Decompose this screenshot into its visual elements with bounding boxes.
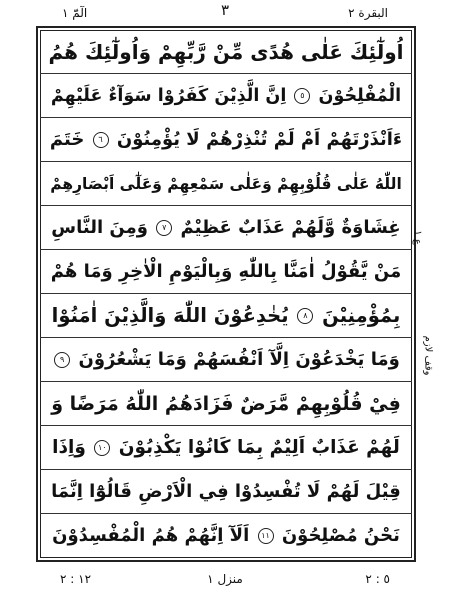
verse-line-text xyxy=(52,304,401,328)
footer-ayah-range-end: ٥ : ٢ xyxy=(365,572,390,586)
verse-text: يُخٰدِعُوْنَ اللّٰهَ وَالَّذِيْنَ اٰمَنُوْا xyxy=(51,303,289,327)
verse-text: اللّٰهُ عَلٰى قُلُوْبِهِمْ وَعَلٰى سَمْعِهِمْ وَعَلٰٓى اَبْصَارِهِمْ xyxy=(50,174,402,193)
verse-line-text xyxy=(50,172,402,196)
verse-text: بِمُؤْمِنِيْنَ xyxy=(322,303,401,327)
ayah-number-marker: ٥ xyxy=(294,88,310,104)
ayah-number-marker: ١٠ xyxy=(94,440,110,456)
verse-text: اُولٰٓئِكَ عَلٰى هُدًى مِّنْ رَّبِّهِمْ وَاُولٰٓئِكَ هُمُ xyxy=(48,39,404,64)
verse-line-text xyxy=(51,480,401,504)
verse-text: وَمِنَ النَّاسِ xyxy=(51,216,148,238)
verse-text: الْمُفْلِحُوْنَ xyxy=(318,85,402,106)
verse-line xyxy=(40,514,412,558)
verse-lines xyxy=(40,30,412,558)
verse-line-text xyxy=(51,260,402,284)
verse-line-text xyxy=(50,128,402,152)
footer-ayah-range-start: ١٢ : ٢ xyxy=(60,572,92,586)
verse-line xyxy=(40,74,412,118)
ruku-marker: ع ١ xyxy=(411,230,423,245)
juz-label: الٓمّٓ ١ xyxy=(62,6,88,20)
ayah-number-marker: ٩ xyxy=(54,352,70,368)
ayah-number-marker: ٧ xyxy=(156,220,172,236)
verse-line xyxy=(40,30,412,74)
manzil-label: منزل ١ xyxy=(207,572,243,586)
ayah-number-marker: ٦ xyxy=(93,132,109,148)
verse-text: غِشَاوَةٌ وَّلَهُمْ عَذَابٌ عَظِيْمٌ xyxy=(180,216,401,238)
verse-line xyxy=(40,426,412,470)
verse-text: اِنَّ الَّذِيْنَ كَفَرُوْا سَوَآءٌ عَلَيْهِمْ xyxy=(50,85,287,106)
verse-line xyxy=(40,338,412,382)
verse-line-text xyxy=(52,524,400,548)
verse-text: لَهُمْ عَذَابٌ اَلِيْمٌ بِمَا كَانُوْا يَكْذِبُوْنَ xyxy=(118,436,400,458)
verse-line xyxy=(40,250,412,294)
verse-text: وَاِذَا xyxy=(52,436,86,458)
verse-text: قِيْلَ لَهُمْ لَا تُفْسِدُوْا فِي الْاَرْضِ قَالُوْٓا اِنَّمَا xyxy=(51,480,401,502)
ayah-number-marker: ١١ xyxy=(258,528,274,544)
waqf-marker: وقف لازم xyxy=(422,335,434,376)
verse-line xyxy=(40,206,412,250)
verse-line xyxy=(40,470,412,514)
verse-text: نَحْنُ مُصْلِحُوْنَ xyxy=(281,525,400,546)
verse-text: ءَاَنْذَرْتَهُمْ اَمْ لَمْ تُنْذِرْهُمْ لَا يُؤْمِنُوْنَ xyxy=(116,128,403,150)
verse-line-text xyxy=(51,392,401,416)
verse-line-text xyxy=(51,216,400,240)
verse-line xyxy=(40,294,412,338)
surah-label: البقرة ٢ xyxy=(348,6,388,20)
verse-text: خَتَمَ xyxy=(49,128,85,150)
verse-line xyxy=(40,382,412,426)
verse-line-text xyxy=(52,348,400,372)
verse-text: وَمَا يَخْدَعُوْنَ اِلَّآ اَنْفُسَهُمْ وَمَا يَشْعُرُوْنَ xyxy=(78,348,400,370)
verse-line xyxy=(40,118,412,162)
ayah-number-marker: ٨ xyxy=(297,308,313,324)
verse-text: اَلَآ اِنَّهُمْ هُمُ الْمُفْسِدُوْنَ xyxy=(52,525,250,546)
verse-line-text xyxy=(48,40,403,64)
page-number: ٣ xyxy=(220,1,230,19)
verse-line xyxy=(40,162,412,206)
verse-text: فِيْ قُلُوْبِهِمْ مَّرَضٌ فَزَادَهُمُ اللّٰهُ مَرَضًا وَ xyxy=(51,392,401,415)
verse-line-text xyxy=(51,84,401,108)
verse-text: مَنْ يَّقُوْلُ اٰمَنَّا بِاللّٰهِ وَبِالْيَوْمِ الْاٰخِرِ وَمَا هُمْ xyxy=(50,260,402,282)
verse-line-text xyxy=(52,436,400,460)
